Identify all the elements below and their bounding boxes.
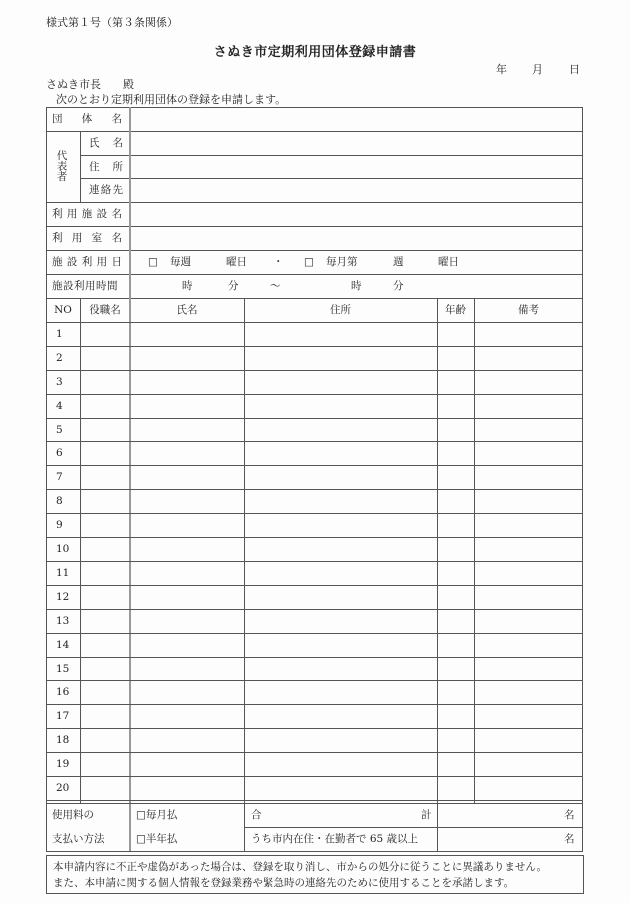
total-label-left: 合: [251, 809, 262, 821]
member-age-input[interactable]: [438, 466, 473, 488]
member-age-input[interactable]: [438, 442, 473, 464]
member-position-input[interactable]: [81, 753, 129, 775]
member-address-input[interactable]: [245, 681, 436, 703]
member-remarks-input[interactable]: [475, 729, 582, 751]
monthly-checkbox[interactable]: □: [304, 256, 314, 268]
member-remarks-input[interactable]: [475, 347, 582, 369]
member-remarks-input[interactable]: [475, 490, 582, 512]
member-remarks-input[interactable]: [475, 371, 582, 393]
member-address-input[interactable]: [245, 705, 436, 727]
member-position-input[interactable]: [81, 490, 129, 512]
member-position-input[interactable]: [81, 634, 129, 656]
member-age-input[interactable]: [438, 658, 473, 680]
member-name-input[interactable]: [131, 681, 243, 703]
member-position-input[interactable]: [81, 777, 129, 799]
member-age-input[interactable]: [438, 323, 473, 345]
member-age-input[interactable]: [438, 395, 473, 417]
member-address-input[interactable]: [245, 777, 436, 799]
row-number: 13: [56, 615, 70, 627]
member-age-input[interactable]: [438, 562, 473, 584]
row-number: 4: [56, 400, 63, 412]
tilde: 〜: [270, 280, 281, 292]
member-address-input[interactable]: [245, 658, 436, 680]
senior-count-input[interactable]: [438, 828, 582, 851]
header-age: 年齢: [445, 304, 466, 316]
minute-label-2: 分: [393, 280, 404, 292]
minute-label-1: 分: [228, 280, 239, 292]
member-age-input[interactable]: [438, 753, 473, 775]
row-number: 12: [56, 591, 70, 603]
total-count-input[interactable]: [438, 804, 582, 827]
member-position-input[interactable]: [81, 586, 129, 608]
member-remarks-input[interactable]: [475, 323, 582, 345]
member-remarks-input[interactable]: [475, 681, 582, 703]
member-name-input[interactable]: [131, 347, 243, 369]
row-number: 19: [56, 758, 70, 770]
member-position-input[interactable]: [81, 705, 129, 727]
member-name-input[interactable]: [131, 466, 243, 488]
member-address-input[interactable]: [245, 610, 436, 632]
member-name-input[interactable]: [131, 490, 243, 512]
member-remarks-input[interactable]: [475, 562, 582, 584]
member-name-input[interactable]: [131, 658, 243, 680]
member-remarks-input[interactable]: [475, 442, 582, 464]
member-address-input[interactable]: [245, 562, 436, 584]
row-number: 16: [56, 686, 70, 698]
date-field[interactable]: [496, 61, 580, 77]
row-number: 18: [56, 734, 70, 746]
member-remarks-input[interactable]: [475, 610, 582, 632]
member-age-input[interactable]: [438, 347, 473, 369]
intro-text: 次のとおり定期利用団体の登録を申請します。: [56, 93, 287, 106]
member-age-input[interactable]: [438, 610, 473, 632]
member-age-input[interactable]: [438, 634, 473, 656]
member-age-input[interactable]: [438, 681, 473, 703]
rep-address-label: 住 所: [89, 161, 123, 173]
rep-contact-input[interactable]: [130, 179, 582, 202]
room-label: 利 用 室 名: [52, 232, 122, 244]
member-remarks-input[interactable]: [475, 658, 582, 680]
rep-name-label: 氏 名: [89, 137, 123, 149]
rep-address-input[interactable]: [130, 156, 582, 178]
hour-label-1: 時: [182, 280, 193, 292]
count-unit-total: 名: [564, 809, 575, 821]
row-number: 9: [56, 519, 63, 531]
addressee: さぬき市長 殿: [46, 78, 134, 91]
date-day: 日: [569, 63, 580, 76]
member-position-input[interactable]: [81, 538, 129, 560]
member-name-input[interactable]: [131, 323, 243, 345]
member-position-input[interactable]: [81, 442, 129, 464]
header-address: 住所: [330, 304, 351, 316]
member-name-input[interactable]: [131, 634, 243, 656]
member-address-input[interactable]: [245, 490, 436, 512]
room-input[interactable]: [130, 227, 582, 250]
member-remarks-input[interactable]: [475, 634, 582, 656]
weekday-label-2: 曜日: [438, 256, 459, 268]
row-number: 14: [56, 639, 70, 651]
member-address-input[interactable]: [245, 634, 436, 656]
week-label: 週: [393, 256, 404, 268]
rep-name-input[interactable]: [130, 132, 582, 155]
header-remarks: 備考: [518, 304, 539, 316]
member-age-input[interactable]: [438, 705, 473, 727]
member-age-input[interactable]: [438, 729, 473, 751]
member-remarks-input[interactable]: [475, 538, 582, 560]
member-position-input[interactable]: [81, 419, 129, 441]
header-name: 氏名: [176, 304, 198, 316]
member-name-input[interactable]: [131, 538, 243, 560]
group-name-label: 団 体 名: [52, 113, 122, 125]
weekly-label: 毎週: [170, 256, 191, 268]
member-age-input[interactable]: [438, 419, 473, 441]
consent-notice: [46, 855, 584, 894]
member-position-input[interactable]: [81, 466, 129, 488]
row-number: 7: [56, 471, 63, 483]
representative-label: 代表者: [55, 150, 68, 182]
payment-label-line1: 使用料の: [52, 809, 94, 821]
member-age-input[interactable]: [438, 538, 473, 560]
member-position-input[interactable]: [81, 562, 129, 584]
row-number: 1: [56, 328, 63, 340]
member-name-input[interactable]: [131, 562, 243, 584]
rep-contact-label: 連 絡 先: [89, 184, 123, 196]
weekly-checkbox[interactable]: □: [148, 256, 158, 268]
member-name-input[interactable]: [131, 610, 243, 632]
member-remarks-input[interactable]: [475, 705, 582, 727]
member-position-input[interactable]: [81, 323, 129, 345]
member-age-input[interactable]: [438, 777, 473, 799]
member-position-input[interactable]: [81, 729, 129, 751]
member-address-input[interactable]: [245, 371, 436, 393]
row-number: 8: [56, 495, 63, 507]
row-number: 20: [56, 782, 70, 794]
member-position-input[interactable]: [81, 395, 129, 417]
row-number: 17: [56, 710, 70, 722]
header-no: NO: [54, 304, 72, 316]
member-name-input[interactable]: [131, 419, 243, 441]
member-name-input[interactable]: [131, 753, 243, 775]
page-title: さぬき市定期利用団体登録申請書: [213, 45, 417, 60]
member-name-input[interactable]: [131, 729, 243, 751]
row-number: 6: [56, 447, 63, 459]
row-number: 11: [56, 567, 70, 579]
member-remarks-input[interactable]: [475, 466, 582, 488]
row-number: 10: [56, 543, 70, 555]
row-number: 2: [56, 352, 63, 364]
member-address-input[interactable]: [245, 323, 436, 345]
member-name-input[interactable]: [131, 777, 243, 799]
date-month: 月: [532, 63, 543, 76]
member-address-input[interactable]: [245, 586, 436, 608]
member-name-input[interactable]: [131, 371, 243, 393]
member-age-input[interactable]: [438, 586, 473, 608]
count-unit-senior: 名: [564, 833, 575, 845]
senior-count-label: うち市内在住・在勤者で 65 歳以上: [251, 833, 419, 845]
member-position-input[interactable]: [81, 658, 129, 680]
half-year-payment-checkbox[interactable]: □半年払: [136, 833, 178, 845]
member-address-input[interactable]: [245, 347, 436, 369]
monthly-payment-checkbox[interactable]: □毎月払: [136, 809, 178, 821]
member-remarks-input[interactable]: [475, 777, 582, 799]
member-position-input[interactable]: [81, 610, 129, 632]
member-position-input[interactable]: [81, 514, 129, 536]
date-year: 年: [496, 63, 507, 76]
row-number: 15: [56, 663, 70, 675]
member-age-input[interactable]: [438, 514, 473, 536]
member-age-input[interactable]: [438, 371, 473, 393]
group-name-input[interactable]: [130, 108, 582, 131]
member-address-input[interactable]: [245, 442, 436, 464]
member-position-input[interactable]: [81, 371, 129, 393]
row-number: 3: [56, 376, 63, 388]
member-name-input[interactable]: [131, 705, 243, 727]
member-address-input[interactable]: [245, 753, 436, 775]
member-remarks-input[interactable]: [475, 586, 582, 608]
member-remarks-input[interactable]: [475, 514, 582, 536]
hour-label-2: 時: [351, 280, 362, 292]
row-number: 5: [56, 424, 63, 436]
member-address-input[interactable]: [245, 419, 436, 441]
member-address-input[interactable]: [245, 395, 436, 417]
member-age-input[interactable]: [438, 490, 473, 512]
total-label-right: 計: [421, 809, 432, 821]
member-remarks-input[interactable]: [475, 753, 582, 775]
use-day-label: 施 設 利 用 日: [52, 256, 122, 268]
form-number: 様式第１号（第３条関係）: [46, 16, 178, 29]
separator: ・: [273, 256, 284, 268]
notice-line-1: 本申請内容に不正や虚偽があった場合は、登録を取り消し、市からの処分に従うことに異議ありません。: [53, 861, 548, 873]
member-address-input[interactable]: [245, 514, 436, 536]
monthly-label: 毎月第: [326, 256, 358, 268]
member-name-input[interactable]: [131, 395, 243, 417]
use-time-label: 施設利用時間: [52, 280, 118, 292]
facility-label: 利 用 施 設 名: [52, 208, 122, 220]
member-remarks-input[interactable]: [475, 419, 582, 441]
notice-line-2: また、本申請に関する個人情報を登録業務や緊急時の連絡先のために使用することを承諾します。: [53, 877, 515, 889]
member-address-input[interactable]: [245, 466, 436, 488]
member-position-input[interactable]: [81, 347, 129, 369]
member-address-input[interactable]: [245, 538, 436, 560]
member-position-input[interactable]: [81, 681, 129, 703]
member-name-input[interactable]: [131, 442, 243, 464]
member-address-input[interactable]: [245, 729, 436, 751]
member-remarks-input[interactable]: [475, 395, 582, 417]
weekday-label-1: 曜日: [226, 256, 247, 268]
member-name-input[interactable]: [131, 586, 243, 608]
member-name-input[interactable]: [131, 514, 243, 536]
facility-input[interactable]: [130, 203, 582, 226]
payment-label-line2: 支払い方法: [52, 833, 105, 845]
header-position: 役職名: [89, 304, 121, 316]
